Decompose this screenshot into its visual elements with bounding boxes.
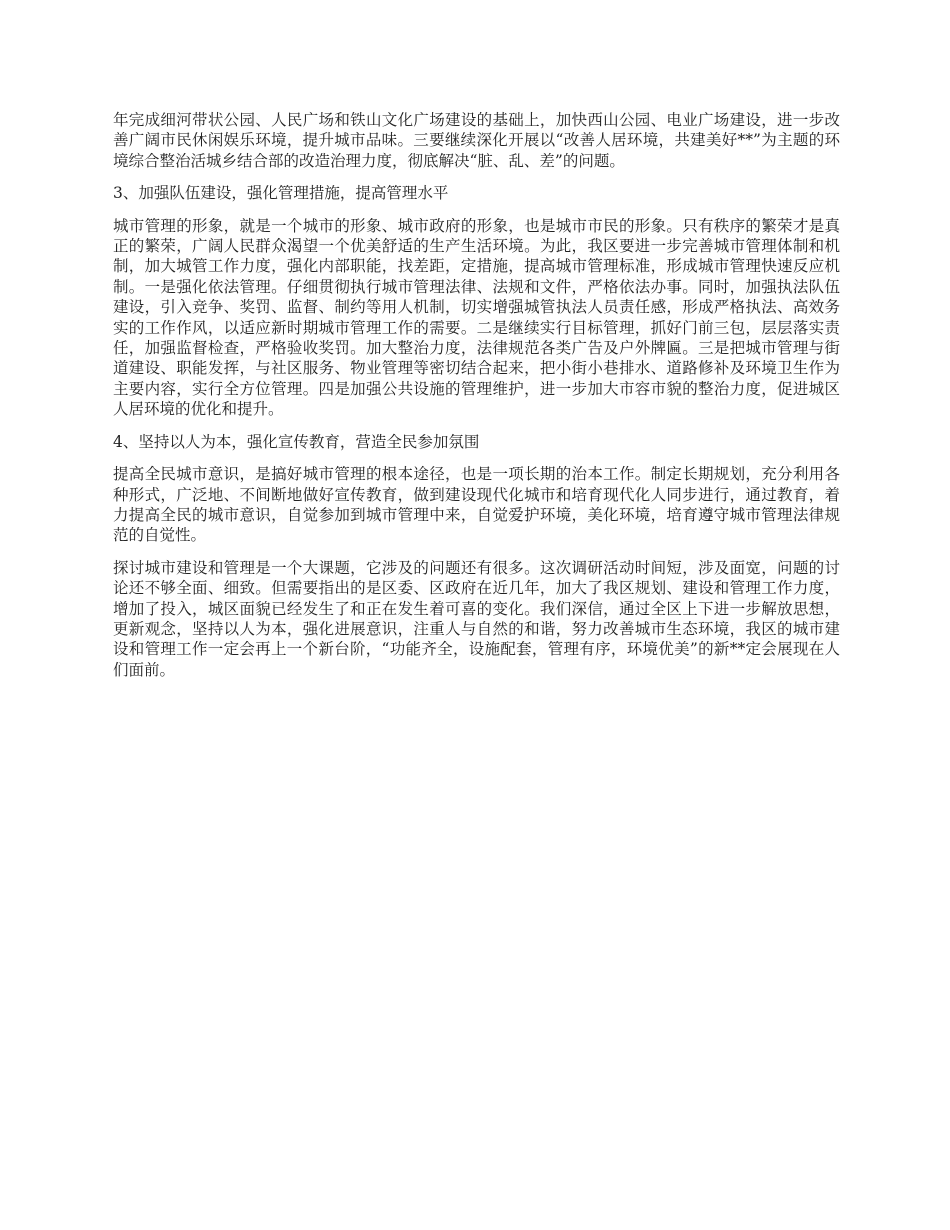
paragraph-intro-continuation: 年完成细河带状公园、人民广场和铁山文化广场建设的基础上，加快西山公园、电业广场建设，进一步改善广阔市民休闲娱乐环境，提升城市品味。三要继续深化开展以“改善人居环境，共建美好**”为主题的环境综合整治活城乡结合部的改造治理力度，彻底解决“脏、乱、差”的问题。 <box>113 111 840 170</box>
document-page <box>113 110 840 692</box>
section-heading-4: 4、坚持以人为本，强化宣传教育，营造全民参加氛围 <box>113 432 480 451</box>
paragraph-team-building: 城市管理的形象，就是一个城市的形象、城市政府的形象，也是城市市民的形象。只有秩序的繁荣才是真正的繁荣，广阔人民群众渴望一个优美舒适的生产生活环境。为此，我区要进一步完善城市管理体制和机制，加大城管工作力度，强化内部职能，找差距，定措施，提高城市管理标准，形成城市管理快速反应机制。一是强化依法管理。仔细贯彻执行城市管理法律、法规和文件，严格依法办事。同时，加强执法队伍建设，引入竞争、奖罚、监督、制约等用人机制，切实增强城管执法人员责任感，形成严格执法、高效务实的工作作风，以适应新时期城市管理工作的需要。二是继续实行目标管理，抓好门前三包，层层落实责任，加强监督检查，严格验收奖罚。加大整治力度，法律规范各类广告及户外牌匾。三是把城市管理与街道建设、职能发挥，与社区服务、物业管理等密切结合起来，把小街小巷排水、道路修补及环境卫生作为主要内容，实行全方位管理。四是加强公共设施的管理维护，进一步加大市容市貌的整治力度，促进城区人居环境的优化和提升。 <box>113 216 840 419</box>
paragraph-conclusion: 探讨城市建设和管理是一个大课题，它涉及的问题还有很多。这次调研活动时间短，涉及面宽，问题的讨论还不够全面、细致。但需要指出的是区委、区政府在近几年，加大了我区规划、建设和管理工作力度，增加了投入，城区面貌已经发生了和正在发生着可喜的变化。我们深信，通过全区上下进一步解放思想，更新观念，坚持以人为本，强化进展意识，注重人与自然的和谐，努力改善城市生态环境，我区的城市建设和管理工作一定会再上一个新台阶，“功能齐全，设施配套，管理有序，环境优美”的新**定会展现在人们面前。 <box>113 558 840 679</box>
section-heading-3: 3、加强队伍建设，强化管理措施，提高管理水平 <box>113 184 449 203</box>
paragraph-public-education: 提高全民城市意识，是搞好城市管理的根本途径，也是一项长期的治本工作。制定长期规划，充分利用各种形式，广泛地、不间断地做好宣传教育，做到建设现代化城市和培育现代化人同步进行，通过教育，着力提高全民的城市意识，自觉参加到城市管理中来，自觉爱护环境，美化环境，培育遵守城市管理法律规范的自觉性。 <box>113 465 840 545</box>
